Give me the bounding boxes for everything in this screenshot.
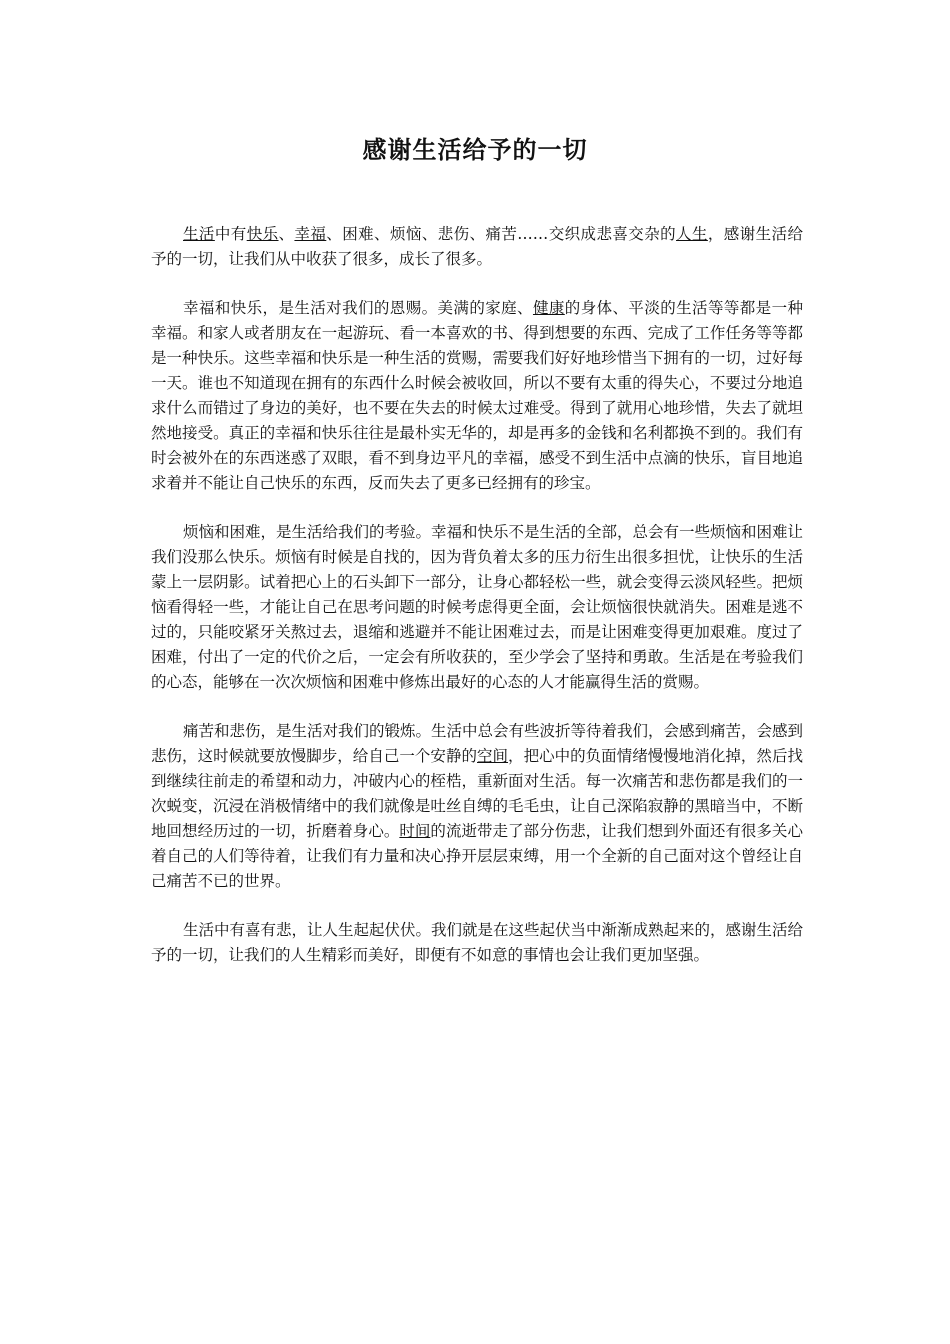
paragraph-text: 的流逝带走了部分伤悲，让我们想到外面还有很多关心着自己的人们等待着，让我们有力量和决心挣开层层束缚，用一个全新的自己面对这个曾经让自己痛苦不已的世界。	[151, 822, 803, 890]
paragraph	[151, 719, 803, 894]
paragraph-text: ，感谢生活给予的一切，让我们从中收获了很多，成长了很多。	[151, 225, 803, 268]
paragraph	[151, 296, 803, 496]
paragraph-text: 中有	[214, 225, 247, 243]
inline-link[interactable]: 快乐	[246, 225, 279, 243]
inline-link[interactable]: 人生	[676, 225, 708, 243]
paragraph-text: 、困难、烦恼、悲伤、痛苦……交织成悲喜交杂的	[326, 225, 677, 243]
paragraph	[151, 918, 803, 968]
inline-link[interactable]: 空间	[477, 747, 509, 765]
inline-link[interactable]: 健康	[532, 299, 565, 317]
paragraph-text: 痛苦和悲伤，是生活对我们的锻炼。生活中总会有些波折等待着我们，会感到痛苦，会感到悲伤，这时候就要放慢脚步，给自己一个安静的	[151, 722, 804, 765]
paragraph	[151, 520, 803, 695]
paragraph-text: 、	[278, 225, 295, 243]
paragraph-text: 的身体、平淡的生活等等都是一种幸福。和家人或者朋友在一起游玩、看一本喜欢的书、得到想要的东西、完成了工作任务等等都是一种快乐。这些幸福和快乐是一种生活的赏赐，需要我们好好地珍惜当下拥有的一切，过好每一天。谁也不知道现在拥有的东西什么时候会被收回，所以不要有太重的得失心，不要过分地追求什么而错过了身边的美好，也不要在失去的时候太过难受。得到了就用心地珍惜，失去了就坦然地接受。真正的幸福和快乐往往是最朴实无华的，却是再多的金钱和名利都换不到的。我们有时会被外在的东西迷惑了双眼，看不到身边平凡的幸福，感受不到生活中点滴的快乐，盲目地追求着并不能让自己快乐的东西，反而失去了更多已经拥有的珍宝。	[151, 299, 803, 492]
paragraph-text: 烦恼和困难，是生活给我们的考验。幸福和快乐不是生活的全部，总会有一些烦恼和困难让我们没那么快乐。烦恼有时候是自找的，因为背负着太多的压力衍生出很多担忧，让快乐的生活蒙上一层阴影。试着把心上的石头卸下一部分，让身心都轻松一些，就会变得云淡风轻些。把烦恼看得轻一些，才能让自己在思考问题的时候考虑得更全面，会让烦恼很快就消失。困难是逃不过的，只能咬紧牙关熬过去，退缩和逃避并不能让困难过去，而是让困难变得更加艰难。度过了困难，付出了一定的代价之后，一定会有所收获的，至少学会了坚持和勇敢。生活是在考验我们的心态，能够在一次次烦恼和困难中修炼出最好的心态的人才能赢得生活的赏赐。	[151, 523, 804, 691]
inline-link[interactable]: 幸福	[294, 225, 327, 243]
inline-link[interactable]: 时间	[399, 822, 431, 840]
inline-link[interactable]: 生活	[183, 225, 215, 243]
paragraph-text: 生活中有喜有悲，让人生起起伏伏。我们就是在这些起伏当中渐渐成熟起来的，感谢生活给予的一切，让我们的人生精彩而美好，即便有不如意的事情也会让我们更加坚强。	[151, 921, 804, 964]
paragraph-text: 幸福和快乐，是生活对我们的恩赐。美满的家庭、	[183, 299, 533, 317]
article-body	[151, 222, 803, 992]
paragraph-text: ，把心中的负面情绪慢慢地消化掉，然后找到继续往前走的希望和动力，冲破内心的桎梏，重新面对生活。每一次痛苦和悲伤都是我们的一次蜕变，沉浸在消极情绪中的我们就像是吐丝自缚的毛毛虫，让自己深陷寂静的黑暗当中，不断地回想经历过的一切，折磨着身心。	[151, 747, 803, 840]
page-title: 感谢生活给予的一切	[362, 135, 588, 164]
paragraph	[151, 222, 803, 272]
